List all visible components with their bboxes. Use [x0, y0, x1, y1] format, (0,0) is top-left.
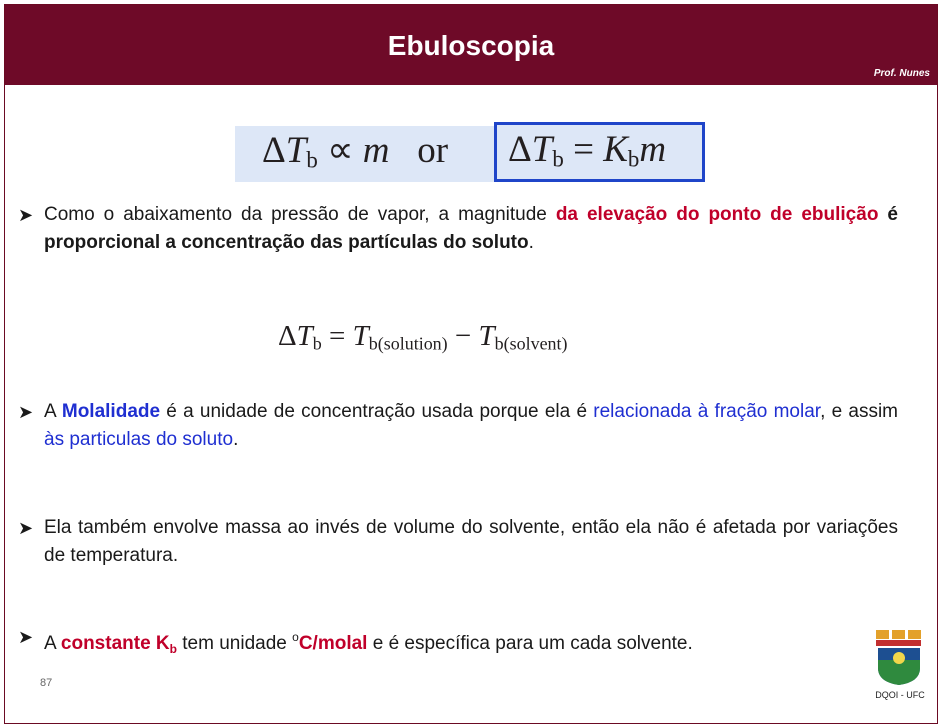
arrow-bullet-icon: ➤: [18, 627, 34, 647]
bullet-molalidade: ➤ A Molalidade é a unidade de concentração usada porque ela é relacionada à fração molar, e assim às particulas do soluto.: [44, 398, 898, 454]
arrow-bullet-icon: ➤: [18, 205, 34, 225]
bullet-massa: ➤ Ela também envolve massa ao invés de volume do solvente, então ela não é afetada por variações de temperatura.: [44, 514, 898, 570]
arrow-bullet-icon: ➤: [18, 402, 34, 422]
bullet-constante-kb: ➤ A constante $K_b$ tem unidade $^o$C/molal e é específica para um cada solvente.: [44, 623, 898, 663]
equation-proportional: $\Delta T_b \propto m$ or: [262, 130, 449, 173]
slide-frame: [4, 4, 938, 724]
equation-delta-t: $\Delta T_b = T_{b(solution)} - T_{b(solvent)}$: [278, 320, 568, 354]
author-label: Prof. Nunes: [873, 68, 930, 79]
equation-kb: $\Delta T_b = K_bm$: [508, 129, 667, 172]
arrow-bullet-icon: ➤: [18, 518, 34, 538]
footer-label: DQOI - UFC: [875, 690, 925, 700]
university-crest-icon: [872, 628, 926, 686]
slide-title: Ebuloscopia: [387, 30, 555, 61]
bullet-proportional: ➤ Como o abaixamento da pressão de vapor, a magnitude da elevação do ponto de ebulição é proporcional a concentração das partículas do soluto.: [44, 201, 898, 257]
page-number: 87: [40, 677, 53, 689]
